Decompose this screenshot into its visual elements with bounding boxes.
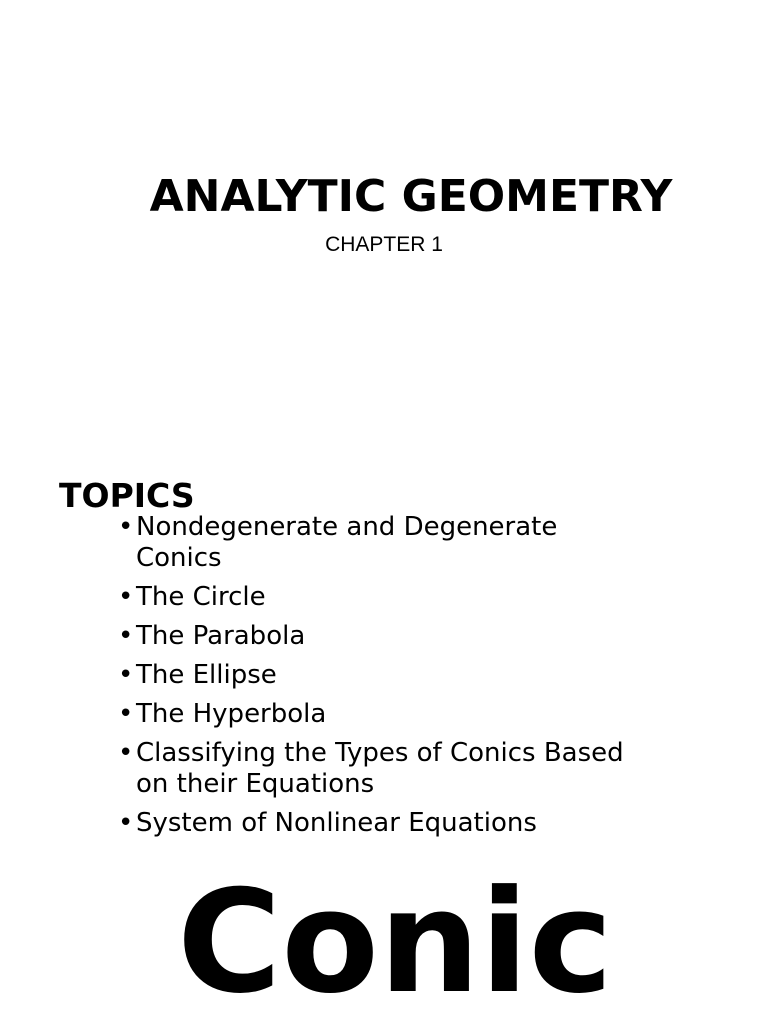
list-item	[118, 660, 638, 691]
topic-label: The Circle	[136, 582, 266, 612]
topics-heading: TOPICS	[59, 476, 195, 515]
bullet-icon: •	[118, 699, 134, 729]
list-item	[118, 699, 638, 730]
bullet-icon: •	[118, 660, 134, 690]
next-slide-title: Conic	[177, 860, 613, 1024]
topic-label: Classifying the Types of Conics Based on their Equations	[136, 738, 624, 799]
topic-label: System of Nonlinear Equations	[136, 808, 537, 838]
topic-label: The Hyperbola	[136, 699, 327, 729]
page-title: ANALYTIC GEOMETRY	[149, 171, 673, 222]
topic-label: The Ellipse	[136, 660, 277, 690]
topics-list	[118, 512, 638, 847]
bullet-icon: •	[118, 512, 134, 542]
list-item	[118, 808, 638, 839]
bullet-icon: •	[118, 621, 134, 651]
bullet-icon: •	[118, 738, 134, 768]
bullet-icon: •	[118, 582, 134, 612]
topic-label: The Parabola	[136, 621, 306, 651]
list-item	[118, 582, 638, 613]
topic-label: Nondegenerate and Degenerate Conics	[136, 512, 558, 573]
list-item	[118, 738, 638, 800]
bullet-icon: •	[118, 808, 134, 838]
list-item	[118, 512, 638, 574]
chapter-subtitle: CHAPTER 1	[325, 233, 443, 256]
list-item	[118, 621, 638, 652]
